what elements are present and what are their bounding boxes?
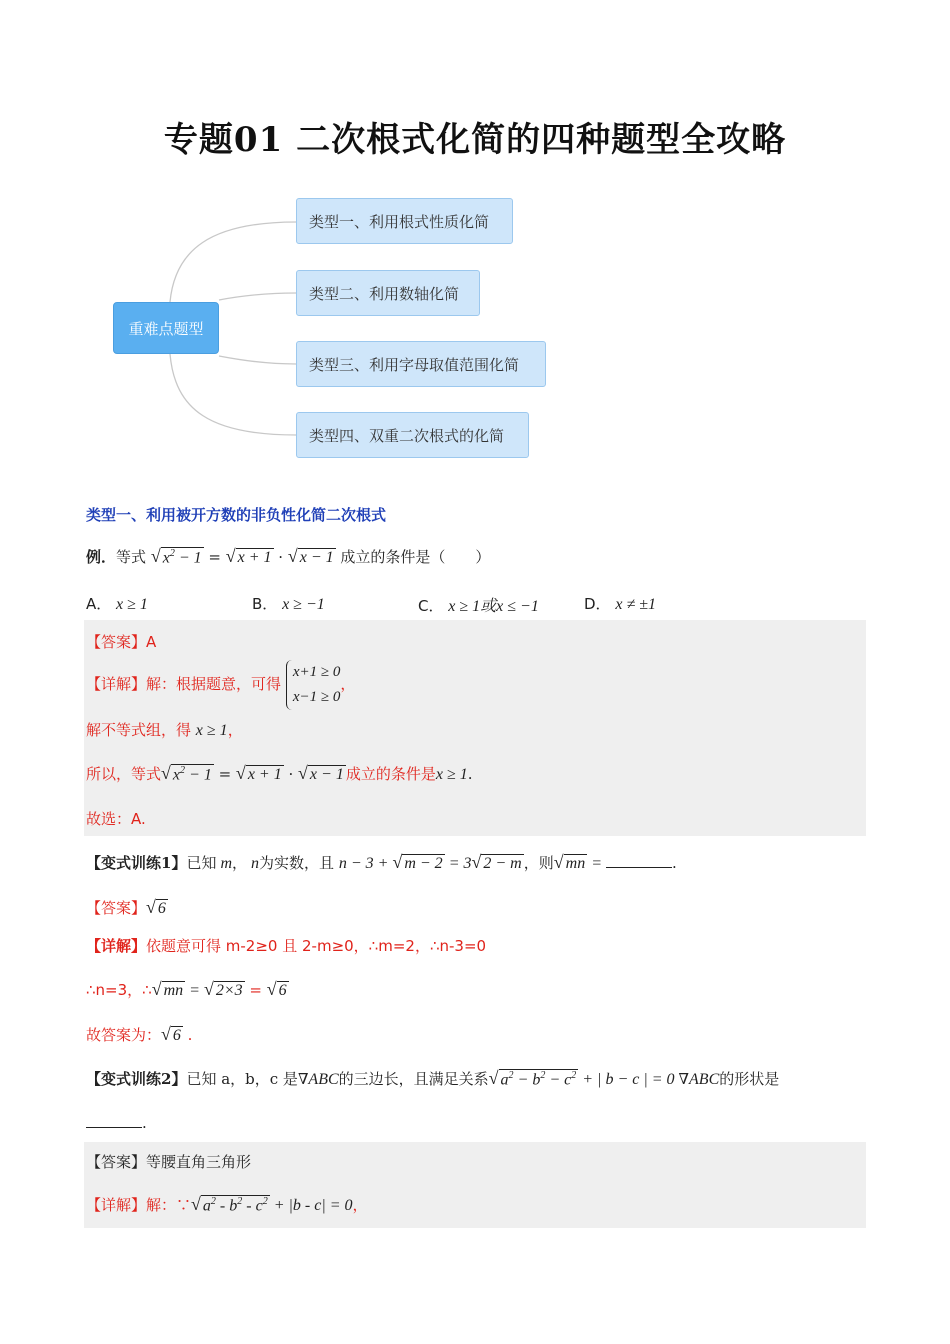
training-1-answer: 【答案】√ 6 xyxy=(86,897,166,917)
training-1-detail-3: 故答案为：√ 6 . xyxy=(86,1024,193,1044)
triangle-icon: ∇ xyxy=(297,1070,309,1088)
triangle-icon: ∇ xyxy=(678,1070,690,1088)
sqrt-icon: √ xyxy=(151,979,162,999)
training-2-detail: 【详解】解：∵√ $a^2 - b^2 - c^2 + |b - c| = 0$， xyxy=(86,1194,368,1214)
example-stem-prefix: 等式 xyxy=(116,548,147,566)
mindmap-node-3: 类型三、利用字母取值范围化简 xyxy=(296,341,546,387)
radicand: x − 1 xyxy=(299,549,334,566)
training-2-stem: 【变式训练2】已知 a，b，c 是∇ABC的三边长，且满足关系√ $a^2 - b^2 - c^2$ + | b − c | = 0 ∇ABC的形状是 xyxy=(86,1068,780,1088)
connector-1 xyxy=(170,222,296,302)
section-heading: 类型一、利用被开方数的非负性化简二次根式 xyxy=(86,506,387,524)
answer-blank xyxy=(606,867,672,868)
training-2-blank: . xyxy=(86,1114,147,1132)
page-title: 专题01 二次根式化简的四种题型全攻略 xyxy=(163,120,787,160)
training-1-detail-2: ∴n=3，∴√ mn = √ 2×3 = √ 6 xyxy=(86,979,287,999)
example-answer: 【答案】A xyxy=(86,633,157,651)
mindmap-node-2: 类型二、利用数轴化简 xyxy=(296,270,480,316)
sqrt-icon: √ xyxy=(287,546,298,566)
sqrt-icon: √ xyxy=(191,1194,201,1214)
radicand: $x^2 - 1$ xyxy=(162,547,202,566)
sqrt-icon: √ xyxy=(161,1024,171,1044)
training-1-detail-1: 【详解】依题意可得 m-2≥0 且 2-m≥0，∴m=2，∴n-3=0 xyxy=(86,937,487,955)
mindmap-node-4: 类型四、双重二次根式的化简 xyxy=(296,412,529,458)
option-b: B． x ≥ −1 xyxy=(252,595,325,613)
example-detail-4: 故选：A. xyxy=(86,810,146,828)
sqrt-icon: √ xyxy=(203,979,214,999)
sqrt-icon: √ xyxy=(266,979,277,999)
sqrt-icon: √ xyxy=(146,897,156,917)
training-1-stem: 【变式训练1】已知 m， n为实数，且 n − 3 + √ m − 2 = 3√ 2 − m ，则√ mn = . xyxy=(86,852,677,872)
sqrt-icon: √ xyxy=(225,546,236,566)
connector-3 xyxy=(219,356,296,364)
sqrt-icon: √ xyxy=(235,763,246,783)
sqrt-icon: √ xyxy=(392,852,403,872)
example-detail-3: 所以，等式√ $x^2 - 1$ = √ x + 1 · √ x − 1 成立的条件是x ≥ 1. xyxy=(86,763,473,783)
option-d: D． x ≠ ±1 xyxy=(584,595,657,613)
example-detail-2: 解不等式组，得 x ≥ 1， xyxy=(86,721,243,739)
mindmap-node-1: 类型一、利用根式性质化简 xyxy=(296,198,513,244)
sqrt-icon: √ xyxy=(161,763,171,783)
example-label: 例． xyxy=(86,548,117,566)
sqrt-icon: √ xyxy=(553,852,564,872)
example-stem-suffix: 成立的条件是（ ） xyxy=(340,548,491,566)
inequality-system: x+1 ≥ 0 x−1 ≥ 0 xyxy=(286,660,341,710)
sqrt-icon: √ xyxy=(488,1068,499,1088)
option-c: C． x ≥ 1或x ≤ −1 xyxy=(418,597,539,615)
sqrt-icon: √ xyxy=(471,852,482,872)
example-detail-1: 【详解】解：根据题意，可得 x+1 ≥ 0 x−1 ≥ 0， xyxy=(86,660,355,710)
example-stem: 例．等式 √ $x^2 - 1$ = √ x + 1 · √ x − 1 成立的条件是（ ） xyxy=(86,546,491,566)
radicand: x + 1 xyxy=(237,549,272,566)
sqrt-icon: √ xyxy=(150,546,161,566)
connector-4 xyxy=(170,354,296,435)
connector-2 xyxy=(219,293,296,300)
option-a: A． x ≥ 1 xyxy=(86,595,148,613)
training-2-answer: 【答案】等腰直角三角形 xyxy=(86,1153,252,1171)
sqrt-icon: √ xyxy=(298,763,308,783)
answer-blank xyxy=(86,1127,142,1128)
mindmap-center: 重难点题型 xyxy=(113,302,219,354)
